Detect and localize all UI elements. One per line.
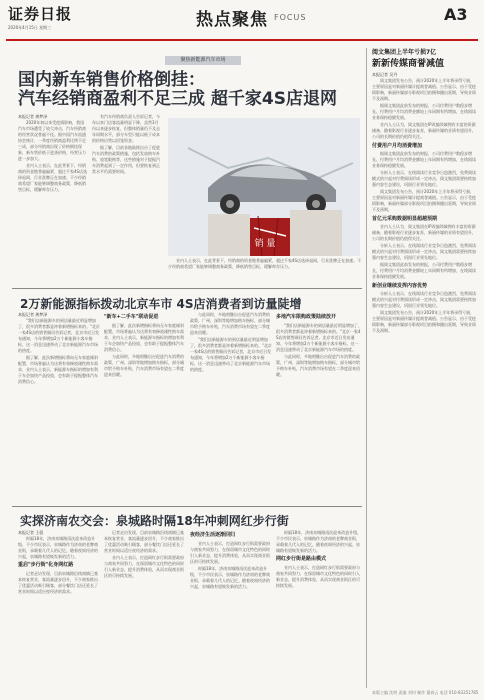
top-story-byline: 本报记者 龚梦泽 (18, 114, 48, 119)
sidebar-para: 分析人士表示，在线阅读行业竞争日趋激烈，免费阅读模式的兴起对付费阅读形成一定冲击，阅文集团需要持续加强内容生态建设，巩固行业领先地位。 (372, 243, 476, 260)
second-story-para: "我们店新能源车的到店量最近明显增加了，很多消费者都是冲着新增指标来的。"北京一家4S店的销售顾问告诉记者，北京市近日发布通知，今年将增加2万个新能源小客车指标，这一消息迅速带动了北京新能源汽车市场的热度。 (18, 318, 100, 353)
car-on-chart-illustration (168, 118, 360, 256)
top-story-photo (168, 118, 360, 256)
third-story-para: 记者走访发现，目前泉城路沿线商铺已基本恢复营业，客流量逐步回升，不少商家推出了优惠活动吸引顾客，部分餐饮门店还延长了营业时间以适应夜经济的需求。 (104, 530, 184, 553)
top-story-para: 业内人士表示，在此背景下，经销商的资金链普遍偏紧，超过千家4S店选择退网，行业洗牌正在加速。不少经销商希望厂家能够调整商务政策，降低销售目标，缓解库存压力。 (18, 163, 88, 192)
topic-tag: 聚焦新能源汽车市场 (165, 56, 241, 65)
masthead (6, 3, 478, 37)
top-story-col-1 (18, 114, 88, 284)
top-story-col-2 (92, 114, 162, 284)
issue-date: 2020年4月15日 星期三 (8, 25, 52, 30)
top-story-headline[interactable] (18, 71, 358, 109)
top-story-para: 业内人士表示，在此背景下，经销商的资金链普遍偏紧，超过千家4S店选择退网，行业洗牌正在加速。不少经销商希望厂家能够调整商务政策，降低销售目标，缓解库存压力。 (168, 258, 362, 269)
second-story-para: "我们店新能源车的到店量最近明显增加了，很多消费者都是冲着新增指标来的。"北京一家4S店的销售顾问告诉记者，北京市近日发布通知，今年将增加2万个新能源小客车指标，这一消息迅速带动了北京新能源汽车市场的热度。 (190, 337, 272, 372)
sidebar-headline[interactable]: 新新传媒商誉减值 (372, 59, 445, 69)
third-story-headline[interactable]: 实探济南农交会：泉城路时隔18年冲刺网红步行街 (20, 514, 289, 528)
photo-sign-label: 销 量 (254, 239, 276, 249)
sidebar-para: 分析人士表示，在线阅读行业竞争日趋激烈，免费阅读模式的兴起对付费阅读形成一定冲击，阅文集团需要持续加强内容生态建设，巩固行业领先地位。 (372, 170, 476, 187)
third-story-para: 时隔18年，济南泉城路再次迎来改造升级，不少市民表示，泉城路作为济南的老牌商业街，承载着几代人的记忆。随着夜间经济的兴起，泉城路有望焕发新的活力。 (190, 566, 270, 589)
sidebar-kicker: 阅文集团上半年亏损7亿 (372, 49, 437, 56)
second-story-para: "我们店新能源车的到店量最近明显增加了，很多消费者都是冲着新增指标来的。"北京一家4S店的销售顾问告诉记者，北京市近日发布通知，今年将增加2万个新能源小客车指标，这一消息迅速带动了北京新能源汽车市场的热度。 (276, 323, 362, 352)
third-story-subhead: 重启"步行街"化身网红路 (18, 562, 74, 568)
third-story-col-1 (18, 530, 100, 688)
third-story-para: 业内人士表示，打造网红步行街需要政府与商家共同努力，在保留城市文化特色的同时引入新业态，提升消费体验，从而实现商业街区的可持续发展。 (190, 541, 270, 564)
second-story-para: 与此同时，多地相继出台促进汽车消费的政策，广州、深圳等地增加购车指标，部分城市给予购车补贴，汽车消费市场有望在二季度迎来回暖。 (104, 354, 184, 377)
second-story-col-2 (104, 312, 186, 502)
sidebar-para: 阅文集团发布公告，预计2020年上半年将录得亏损，主要原因是对新丽传媒计提商誉减值。公告显示，由于受疫情影响，新丽传媒部分影视项目拍摄和播出延期，导致业绩不及预期。 (372, 310, 476, 333)
page-footer: 本版主编 沈明 责编 刘钊 制作 董春云 电话 010-83251785 (372, 690, 478, 695)
third-story-byline: 本报记者 王僖 (18, 530, 44, 535)
sidebar-para: 分析人士表示，在线阅读行业竞争日趋激烈，免费阅读模式的兴起对付费阅读形成一定冲击，阅文集团需要持续加强内容生态建设，巩固行业领先地位。 (372, 291, 476, 308)
sidebar-story (372, 46, 478, 686)
sidebar-divider (366, 48, 367, 688)
third-story-col-2 (104, 530, 186, 688)
second-story-para: 与此同时，多地相继出台促进汽车消费的政策，广州、深圳等地增加购车指标，部分城市给予购车补贴，汽车消费市场有望在二季度迎来回暖。 (276, 354, 360, 377)
third-story-para: 业内人士表示，打造网红步行街需要政府与商家共同努力，在保留城市文化特色的同时引入新业态，提升消费体验，从而实现商业街区的可持续发展。 (276, 565, 360, 588)
third-story-col-3 (190, 530, 272, 688)
third-story-subhead: 网红步行街是路由模式 (276, 556, 327, 562)
masthead-rule (6, 39, 478, 41)
third-story-subhead: 夜经济生活逐渐回归 (190, 532, 236, 538)
sidebar-para: 据阅文集团此前发布的财报，公司付费用户数稳步增长，付费用户月均消费金额较上年同期有所增加，在线阅读业务保持稳健发展。 (372, 151, 476, 168)
sidebar-subhead: 新创业继续发挥内容优势 (372, 283, 428, 289)
headline-line-2: 汽车经销商盈利不足三成 超千家4S店退网 (18, 89, 337, 109)
sidebar-para: 阅文集团发布公告，预计2020年上半年将录得亏损，主要原因是对新丽传媒计提商誉减值。公告显示，由于受疫情影响，新丽传媒部分影视项目拍摄和播出延期，导致业绩不及预期。 (372, 78, 476, 101)
section-title-en: FOCUS (274, 13, 307, 22)
story-divider-2 (12, 506, 362, 507)
second-story-byline: 本报记者 龚梦泽 (18, 312, 48, 317)
second-story-para: 与此同时，多地相继出台促进汽车消费的政策，广州、深圳等地增加购车指标，部分城市给予购车补贴，汽车消费市场有望在二季度迎来回暖。 (190, 312, 270, 335)
sidebar-para: 阅文集团发布公告，预计2020年上半年将录得亏损，主要原因是对新丽传媒计提商誉减值。公告显示，由于受疫情影响，新丽传媒部分影视项目拍摄和播出延期，导致业绩不及预期。 (372, 189, 476, 212)
third-story-para: 业内人士表示，打造网红步行街需要政府与商家共同努力，在保留城市文化特色的同时引入新业态，提升消费体验，从而实现商业街区的可持续发展。 (104, 555, 184, 578)
second-story-subhead: "新车+二手车"联动促进 (104, 314, 159, 320)
second-story-para: 据了解，此次新增指标将向无车家庭倾斜配置，市场普遍认为这将有效释放刚性购车需求，业内人士表示，新能源车指标的增加有利于车企加快产品投放，也有助于提振整体汽车消费信心。 (104, 323, 184, 352)
sidebar-subhead: 付费用户月均消费增加 (372, 143, 423, 149)
third-story-para: 记者走访发现，目前泉城路沿线商铺已基本恢复营业，客流量逐步回升，不少商家推出了优惠活动吸引顾客，部分餐饮门店还延长了营业时间以适应夜经济的需求。 (18, 571, 98, 594)
top-story-para: 有汽车经销商负责人告诉记者，今年以来门店客流量明显下降，虽然3月份以来逐步恢复，但整体销量仍不及去年同期水平，部分车型只能以低于成本的价格出售以回笼资金。 (92, 114, 160, 143)
second-story-col-3 (190, 312, 272, 502)
third-story-para: 时隔18年，济南泉城路再次迎来改造升级，不少市民表示，泉城路作为济南的老牌商业街，承载着几代人的记忆。随着夜间经济的兴起，泉城路有望焕发新的活力。 (18, 536, 98, 559)
second-story-col-4 (276, 312, 362, 502)
sidebar-byline: 本报记者 吴丹 (372, 72, 398, 77)
sidebar-subhead: 首亿元采购数据明显超越预期 (372, 216, 438, 222)
third-story-para: 时隔18年，济南泉城路再次迎来改造升级，不少市民表示，泉城路作为济南的老牌商业街，承载着几代人的记忆。随着夜间经济的兴起，泉城路有望焕发新的活力。 (276, 530, 362, 553)
top-story-para: 据了解，目前各地陆续出台了促进汽车消费的政策措施，包括发放购车补贴、放宽限购等，这些措施对于提振汽车消费起到了一定作用，但要恢复到正常水平仍需要时间。 (92, 145, 160, 174)
second-story-headline[interactable]: 2万新能源指标拨动北京车市 4S店消费者到访量陡增 (20, 297, 302, 311)
sidebar-para: 据阅文集团此前发布的财报，公司付费用户数稳步增长，付费用户月均消费金额较上年同期有所增加，在线阅读业务保持稳健发展。 (372, 103, 476, 120)
sidebar-para: 业内人士认为，阅文集团在IP改编领域拥有丰富的资源储备，随着影视行业逐步复苏，新丽传媒的业绩有望回升，公司的长期价值仍值得关注。 (372, 224, 476, 241)
top-story-para: 2020年初以来受疫情影响，我国汽车市场遭受了较大冲击，汽车经销商的经营状况普遍不佳。据中国汽车流通协会统计，一季度经销商盈利比例不足三成，部分经销商出现了价格倒挂现象，新车售价低于进货价格，经营压力进一步加大。 (18, 120, 86, 161)
top-story-col-3 (168, 258, 362, 286)
sidebar-para: 业内人士认为，阅文集团在IP改编领域拥有丰富的资源储备，随着影视行业逐步复苏，新丽传媒的业绩有望回升，公司的长期价值仍值得关注。 (372, 122, 476, 139)
second-story-subhead: 多地汽车限购政策陆续放开 (276, 314, 337, 320)
second-story-para: 据了解，此次新增指标将向无车家庭倾斜配置，市场普遍认为这将有效释放刚性购车需求，业内人士表示，新能源车指标的增加有利于车企加快产品投放，也有助于提振整体汽车消费信心。 (18, 355, 98, 384)
sidebar-para: 据阅文集团此前发布的财报，公司付费用户数稳步增长，付费用户月均消费金额较上年同期有所增加，在线阅读业务保持稳健发展。 (372, 262, 476, 279)
headline-line-1: 国内新车销售价格倒挂： (18, 70, 205, 90)
section-title: 热点聚焦 (196, 10, 268, 30)
story-divider-1 (12, 288, 362, 289)
page-number: A3 (444, 5, 468, 24)
third-story-col-4 (276, 530, 362, 688)
second-story-col-1 (18, 312, 100, 502)
newspaper-logo: 证券日报 (8, 5, 73, 23)
